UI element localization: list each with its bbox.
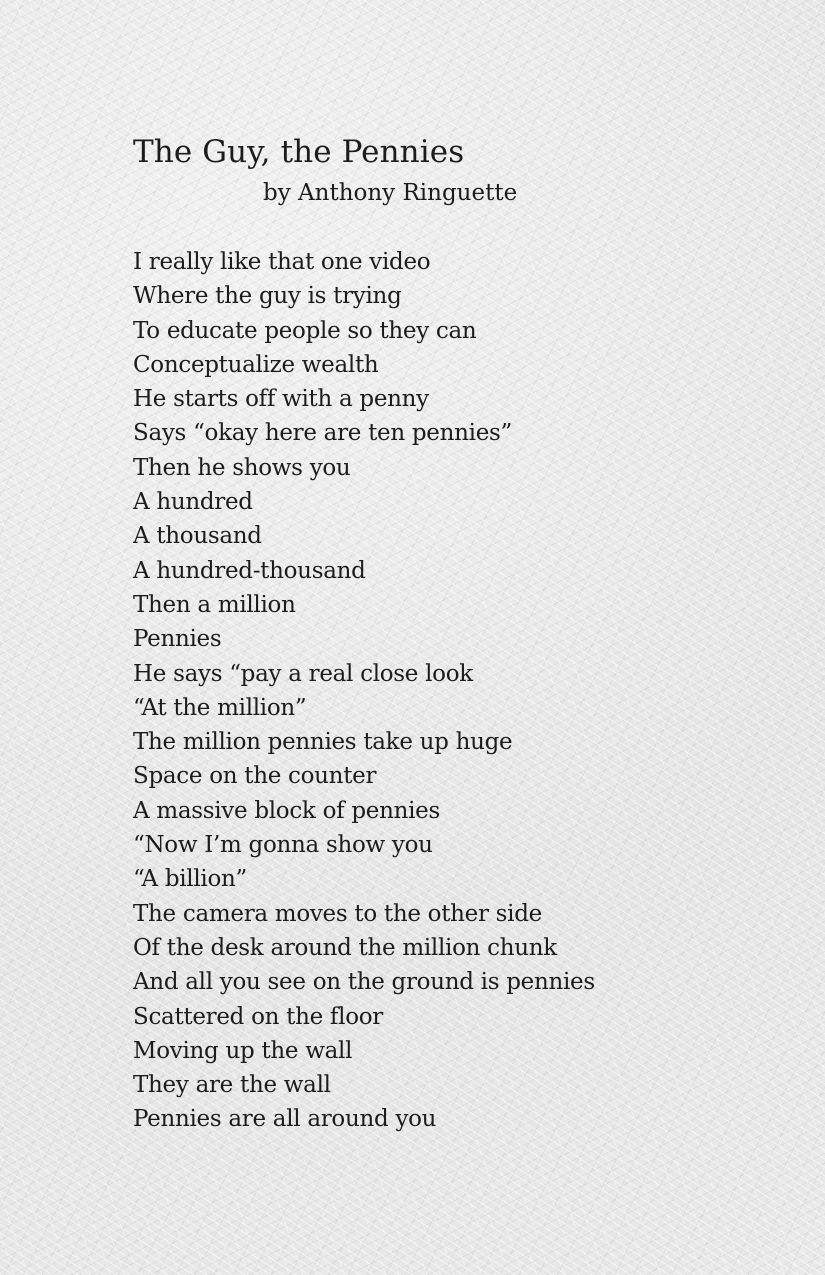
poem-line: They are the wall	[133, 1072, 331, 1099]
poem-line: A hundred-thousand	[133, 557, 366, 584]
poem-line: He says “pay a real close look	[133, 660, 473, 687]
poem-line: Conceptualize wealth	[133, 351, 379, 378]
poem-line: And all you see on the ground is pennies	[133, 969, 595, 996]
poem-line: To educate people so they can	[133, 317, 477, 344]
poem-line: Then he shows you	[133, 454, 351, 481]
poem-line: A hundred	[133, 489, 253, 516]
poem-line: Space on the counter	[133, 763, 377, 790]
poem-line: “At the million”	[133, 694, 307, 721]
poem-line: The camera moves to the other side	[133, 900, 542, 927]
poem-line: Pennies are all around you	[133, 1106, 437, 1133]
poem-line: I really like that one video	[133, 249, 431, 275]
poem-line: He starts off with a penny	[133, 386, 429, 413]
poem-line: Says “okay here are ten pennies”	[133, 420, 512, 447]
poem-line: Then a million	[133, 591, 296, 618]
poem-line: Where the guy is trying	[133, 283, 402, 310]
poem-title: The Guy, the Pennies	[133, 134, 465, 170]
poem-line: Scattered on the floor	[133, 1003, 383, 1030]
poem-body	[133, 245, 595, 1137]
poem-line: Pennies	[133, 626, 222, 653]
poem-line: “A billion”	[133, 866, 247, 893]
poem-author: by Anthony Ringuette	[263, 180, 518, 206]
poem-line: A massive block of pennies	[133, 797, 440, 824]
poem-line: “Now I’m gonna show you	[133, 832, 433, 859]
poem-line: Moving up the wall	[133, 1037, 353, 1064]
poem-line: A thousand	[133, 523, 262, 550]
poem-line: The million pennies take up huge	[133, 729, 513, 756]
poem-line: Of the desk around the million chunk	[133, 934, 557, 961]
